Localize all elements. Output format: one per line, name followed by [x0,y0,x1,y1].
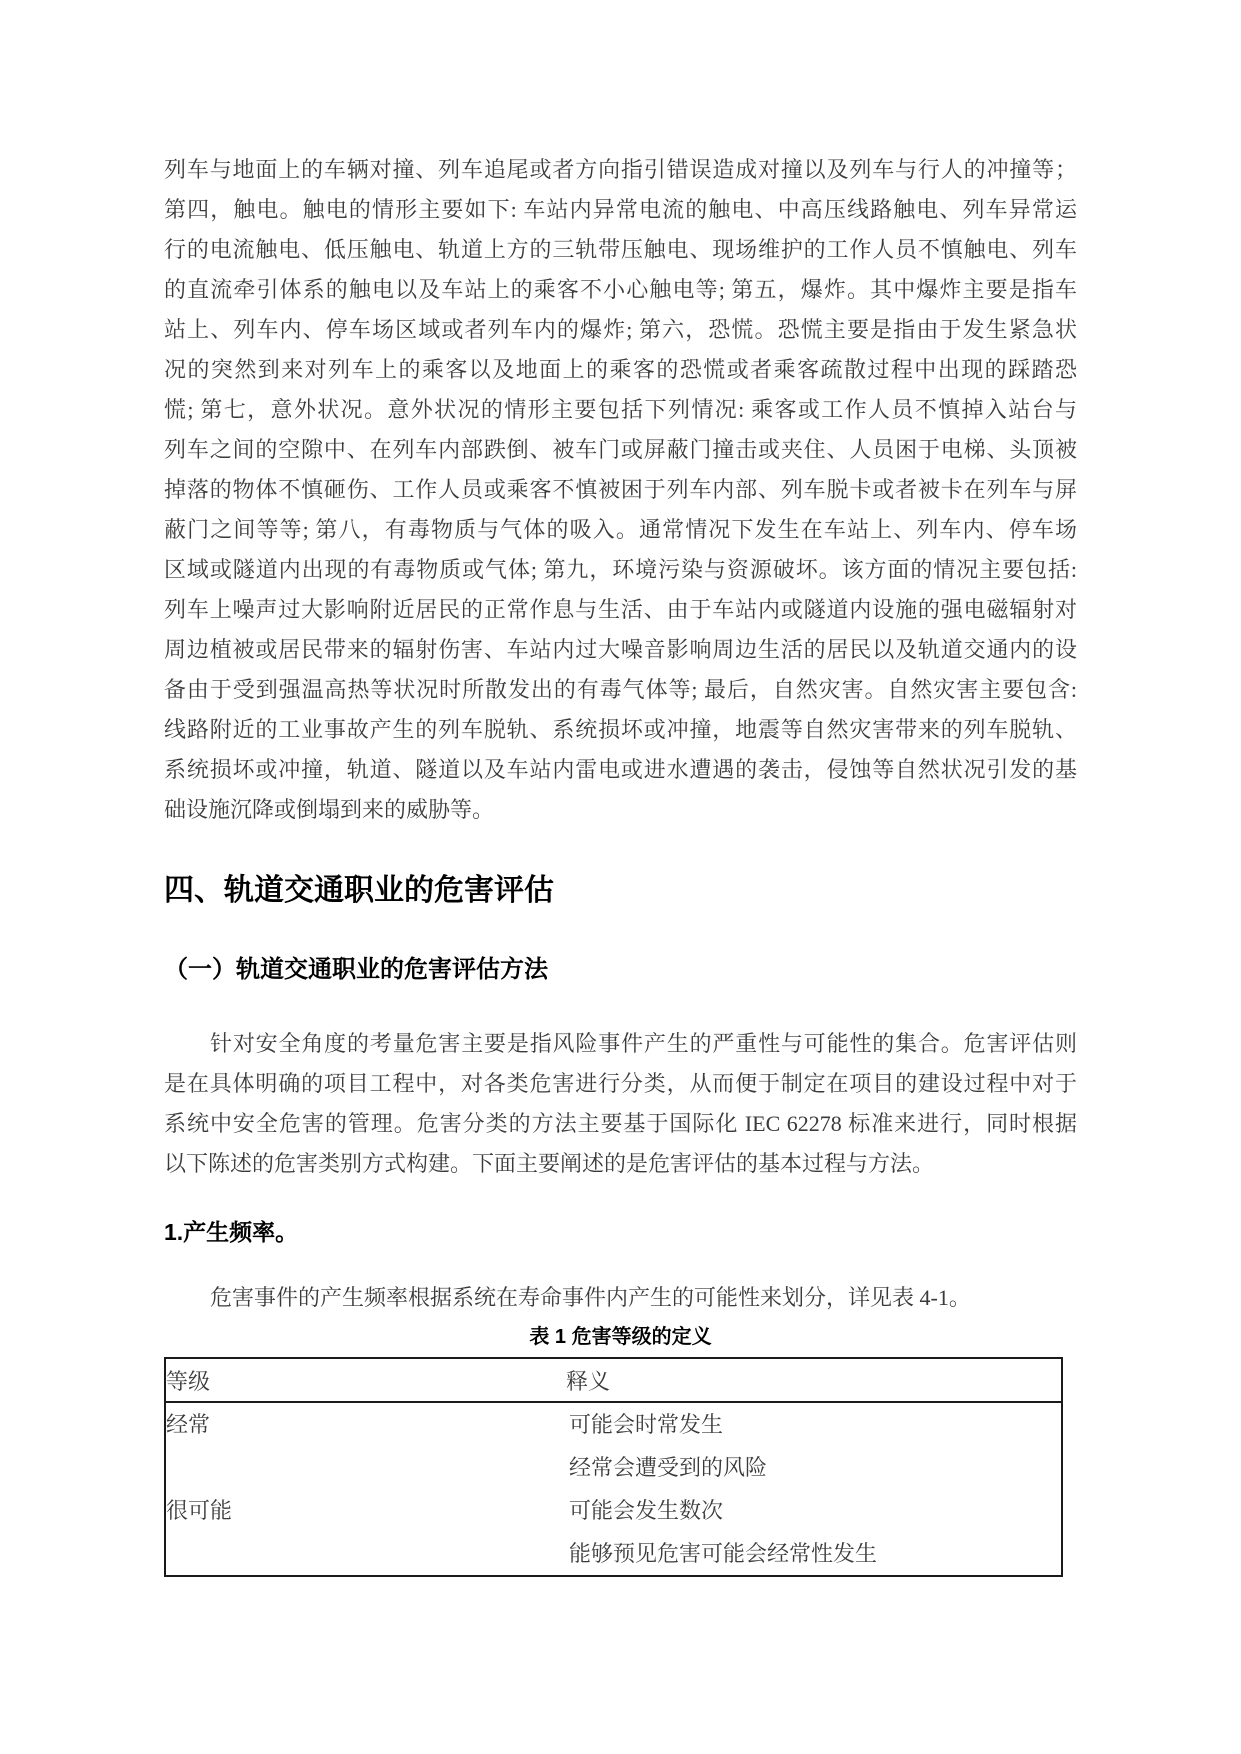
text-line: 危害事件的产生频率根据系统在寿命事件内产生的可能性来划分，详见表 4-1。 [210,1285,971,1310]
hazard-level-table [164,1357,1063,1577]
text-line: 第四，触电。触电的情形主要如下: 车站内异常电流的触电、中高压线路触电、列车异常运 [164,197,1077,222]
body-paragraph-assessment-method [164,1024,1077,1184]
cell-meaning [566,1489,1062,1576]
page-content [164,0,1077,1577]
table-header-row [165,1358,1062,1402]
text-line: 系统损坏或冲撞，轨道、隧道以及车站内雷电或进水遭遇的袭击，侵蚀等自然状况引发的基 [164,757,1077,782]
table-row [165,1489,1062,1576]
text-line: 备由于受到强温高热等状况时所散发出的有毒气体等; 最后，自然灾害。自然灾害主要包含: [164,677,1077,702]
text-line: 周边植被或居民带来的辐射伤害、车站内过大噪音影响周边生活的居民以及轨道交通内的设 [164,637,1077,662]
text-line: 础设施沉降或倒塌到来的威胁等。 [164,797,495,822]
text-line: 线路附近的工业事故产生的列车脱轨、系统损坏或冲撞，地震等自然灾害带来的列车脱轨、 [164,717,1077,742]
text-line: 列车之间的空隙中、在列车内部跌倒、被车门或屏蔽门撞击或夹住、人员困于电梯、头顶被 [164,437,1077,462]
meaning-line: 经常会遭受到的风险 [569,1455,768,1480]
meaning-line: 能够预见危害可能会经常性发生 [569,1541,878,1566]
meaning-line: 可能会发生数次 [569,1498,724,1523]
table-row [165,1402,1062,1489]
meaning-line: 可能会时常发生 [569,1412,724,1437]
text-line: 掉落的物体不慎砸伤、工作人员或乘客不慎被困于列车内部、列车脱卡或者被卡在列车与屏 [164,477,1077,502]
text-line: 蔽门之间等等; 第八，有毒物质与气体的吸入。通常情况下发生在车站上、列车内、停车场 [164,517,1077,542]
text-line: 况的突然到来对列车上的乘客以及地面上的乘客的恐慌或者乘客疏散过程中出现的踩踏恐 [164,357,1077,382]
text-line: 针对安全角度的考量危害主要是指风险事件产生的严重性与可能性的集合。危害评估则 [210,1031,1077,1056]
text-line: 区域或隧道内出现的有毒物质或气体; 第九，环境污染与资源破坏。该方面的情况主要包括: [164,557,1077,582]
section-heading: （一）轨道交通职业的危害评估方法 [164,956,548,983]
body-paragraph-hazard-types [164,150,1077,830]
text-line: 慌; 第七，意外状况。意外状况的情形主要包括下列情况: 乘客或工作人员不慎掉入站台与 [164,397,1077,422]
column-header-meaning: 释义 [566,1358,1062,1402]
text-line: 以下陈述的危害类别方式构建。下面主要阐述的是危害评估的基本过程与方法。 [164,1151,935,1176]
column-header-level: 等级 [165,1358,566,1402]
text-line: 的直流牵引体系的触电以及车站上的乘客不小心触电等; 第五，爆炸。其中爆炸主要是指车 [164,277,1077,302]
body-paragraph-frequency-intro [164,1278,1077,1318]
text-line: 系统中安全危害的管理。危害分类的方法主要基于国际化 IEC 62278 标准来进行，同时根据 [164,1111,1077,1136]
text-line: 列车与地面上的车辆对撞、列车追尾或者方向指引错误造成对撞以及列车与行人的冲撞等； [164,157,1077,182]
cell-level: 经常 [166,1412,211,1437]
item-heading-frequency: 1.产生频率。 [164,1219,299,1245]
text-line: 站上、列车内、停车场区域或者列车内的爆炸; 第六，恐慌。恐慌主要是指由于发生紧急状 [164,317,1077,342]
table-caption: 表 1 危害等级的定义 [529,1326,712,1348]
text-line: 是在具体明确的项目工程中，对各类危害进行分类，从而便于制定在项目的建设过程中对于 [164,1071,1077,1096]
chapter-heading: 四、轨道交通职业的危害评估 [164,874,554,907]
cell-level: 很可能 [166,1498,233,1523]
text-line: 行的电流触电、低压触电、轨道上方的三轨带压触电、现场维护的工作人员不慎触电、列车 [164,237,1077,262]
cell-meaning [566,1402,1062,1489]
text-line: 列车上噪声过大影响附近居民的正常作息与生活、由于车站内或隧道内设施的强电磁辐射对 [164,597,1077,622]
